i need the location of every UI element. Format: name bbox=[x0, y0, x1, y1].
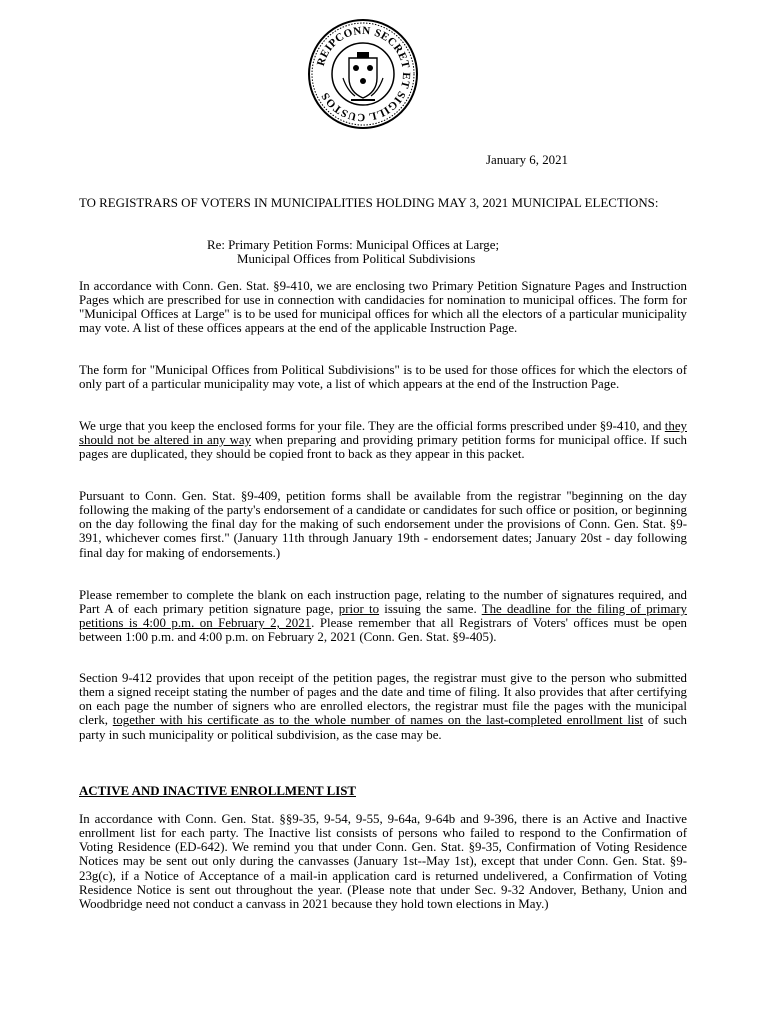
paragraph-5 bbox=[79, 588, 687, 645]
re-line-2: Municipal Offices from Political Subdivisions bbox=[237, 252, 476, 267]
re-line-1: Re: Primary Petition Forms: Municipal Offices at Large; bbox=[207, 238, 500, 252]
paragraph-2: The form for "Municipal Offices from Political Subdivisions" is to be used for those offices for which the electors of only part of a particular municipality may vote, a list of which appears at the end of the Instruction Page. bbox=[79, 363, 687, 392]
state-seal-logo bbox=[307, 18, 419, 130]
paragraph-6 bbox=[79, 671, 687, 742]
re-line bbox=[207, 238, 499, 266]
paragraph-7: In accordance with Conn. Gen. Stat. §§9-35, 9-54, 9-55, 9-64a, 9-64b and 9-396, there is an Active and Inactive enrollment list for each party. The Inactive list consists of persons who failed to respond to the Confirmation of Voting Residence (ED-642). We remind you that under Conn. Gen. Stat. §9-35, Confirmation of Voting Residence Notices may be sent out only during the canvasses (January 1st--May 1st), except that under Conn. Gen. Stat. §9-23g(c), if a Notice of Acceptance of a mail-in application card is returned undelivered, a Confirmation of Voting Residence Notice is sent out throughout the year. (Please note that under Sec. 9-32 Andover, Bethany, Union and Woodbridge need not conduct a canvass in 2021 because they hold town elections in May.) bbox=[79, 812, 687, 911]
paragraph-3-text-b: when preparing and providing primary petition forms for municipal office. If such pages are duplicated, they should be copied front to back as they appear in this packet. bbox=[79, 433, 687, 462]
paragraph-6-text-a: Section 9-412 provides that upon receipt of the petition pages, the registrar must give to the person who submitted them a signed receipt stating the number of pages and the date and time of filing. It also provides that after certifying on each page the number of signers who are enrolled electors, the registrar must file the pages with the municipal clerk, bbox=[79, 671, 687, 728]
addressee-line: TO REGISTRARS OF VOTERS IN MUNICIPALITIES HOLDING MAY 3, 2021 MUNICIPAL ELECTIONS: bbox=[79, 196, 659, 210]
section-heading-enrollment: ACTIVE AND INACTIVE ENROLLMENT LIST bbox=[79, 784, 356, 798]
paragraph-6-text-b: of such party in such municipality or political subdivision, as the case may be. bbox=[79, 713, 687, 742]
paragraph-5-text-a: Please remember to complete the blank on each instruction page, relating to the number of signatures required, and Part A of each primary petition signature page, bbox=[79, 588, 687, 617]
svg-text:REIPCONN SECRET ET SIGILL CUST: REIPCONN SECRET ET SIGILL CUSTOS bbox=[314, 24, 413, 124]
paragraph-6-underline: together with his certificate as to the whole number of names on the last-completed enrollment list bbox=[112, 713, 644, 728]
paragraph-5-text-b: issuing the same. bbox=[379, 602, 482, 617]
letter-date: January 6, 2021 bbox=[486, 153, 568, 167]
paragraph-5-text-c: . Please remember that all Registrars of Voters' offices must be open between 1:00 p.m. and 4:00 p.m. on February 2, 2021 (Conn. Gen. Stat. §9-405). bbox=[79, 616, 688, 645]
paragraph-1: In accordance with Conn. Gen. Stat. §9-410, we are enclosing two Primary Petition Signature Pages and Instruction Pages which are prescribed for use in connection with candidacies for nomination to municipal offices. The form for "Municipal Offices at Large" is to be used for municipal offices for which all the electors of a particular municipality may vote. A list of these offices appears at the end of the applicable Instruction Page. bbox=[79, 279, 687, 336]
paragraph-5-underline-2: The deadline for the filing of primary petitions is 4:00 p.m. on February 2, 2021 bbox=[79, 602, 687, 631]
paragraph-4: Pursuant to Conn. Gen. Stat. §9-409, petition forms shall be available from the registrar "beginning on the day following the making of the party's endorsement of a candidate or candidates for such office or position, or beginning on the day following the final day for the making of such endorsement under the provisions of Conn. Gen. Stat. §9-391, whichever comes first." (January 11th through January 19th - endorsement dates; January 20st - day following final day for making of endorsements.) bbox=[79, 489, 687, 560]
paragraph-3-text-a: We urge that you keep the enclosed forms for your file. They are the official forms prescribed under §9-410, and bbox=[79, 419, 665, 433]
paragraph-3 bbox=[79, 419, 687, 461]
paragraph-5-underline-1: prior to bbox=[338, 602, 380, 617]
paragraph-3-underline: they should not be altered in any way bbox=[79, 419, 687, 448]
